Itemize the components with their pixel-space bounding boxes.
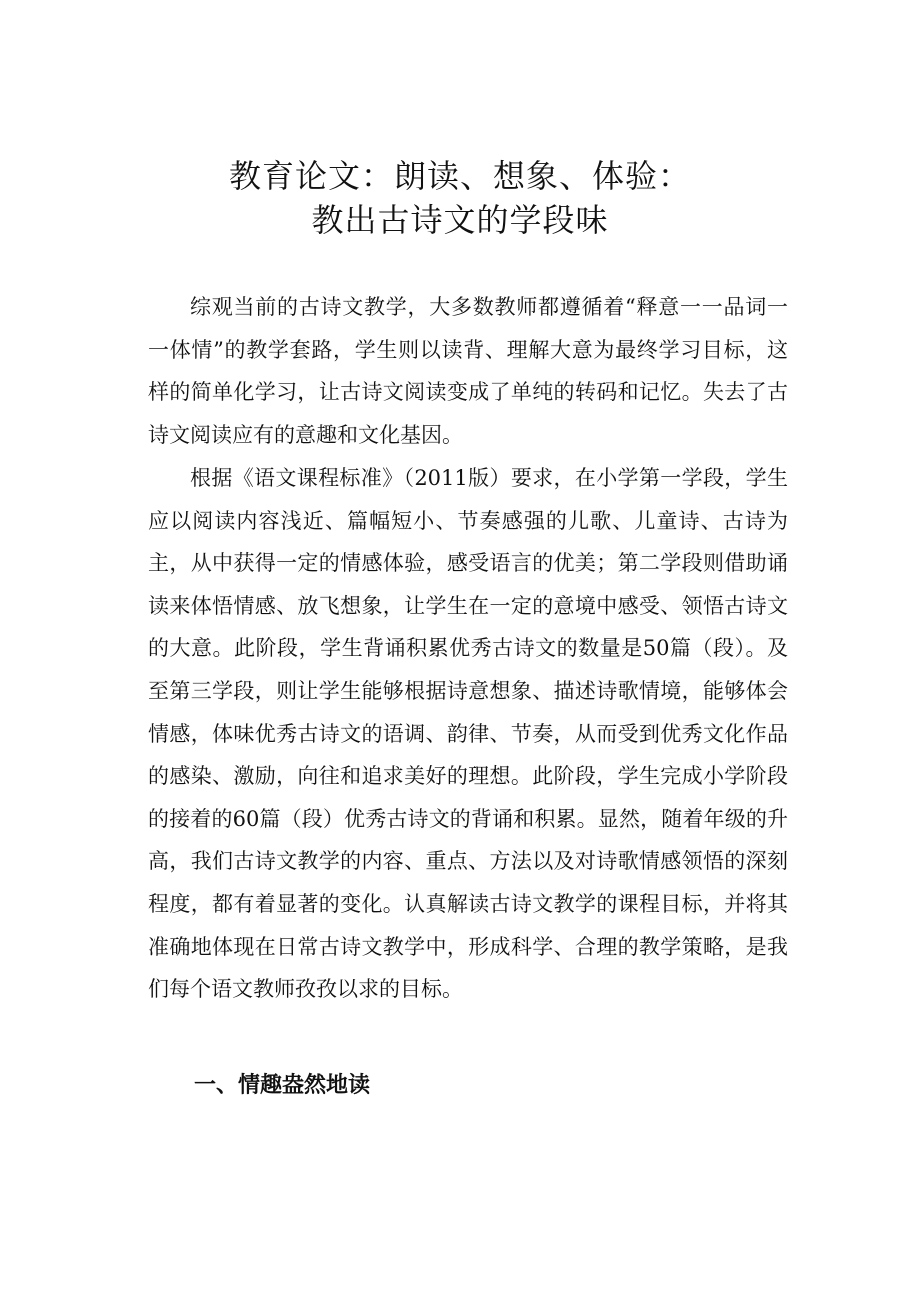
document-title-line-2: 教出古诗文的学段味 <box>311 201 609 239</box>
document-title-line-1: 教育论文：朗读、想象、体验： <box>228 157 691 195</box>
body-paragraph-1: 综观当前的古诗文教学，大多数教师都遵循着“释意一一品词一一体情”的教学套路，学生则以读背、理解大意为最终学习目标，这样的简单化学习，让古诗文阅读变成了单纯的转码和记忆。失去了古诗文阅读应有的意趣和文化基因。 <box>148 295 788 447</box>
section-heading: 一、情趣盎然地读 <box>194 1073 371 1098</box>
body-paragraph-2: 根据《语文课程标准》（2011版）要求，在小学第一学段，学生应以阅读内容浅近、篇幅短小、节奏感强的儿歌、儿童诗、古诗为主，从中获得一定的情感体验，感受语言的优美；第二学段则借助诵读来体悟情感、放飞想象，让学生在一定的意境中感受、领悟古诗文的大意。此阶段，学生背诵积累优秀古诗文的数量是50篇（段）。及至第三学段，则让学生能够根据诗意想象、描述诗歌情境，能够体会情感，体味优秀古诗文的语调、韵律、节奏，从而受到优秀文化作品的感染、激励，向往和追求美好的理想。此阶段，学生完成小学阶段的接着的60篇（段）优秀古诗文的背诵和积累。显然，随着年级的升高，我们古诗文教学的内容、重点、方法以及对诗歌情感领悟的深刻程度，都有着显著的变化。认真解读古诗文教学的课程目标，并将其准确地体现在日常古诗文教学中，形成科学、合理的教学策略，是我们每个语文教师孜孜以求的目标。 <box>148 466 788 1002</box>
